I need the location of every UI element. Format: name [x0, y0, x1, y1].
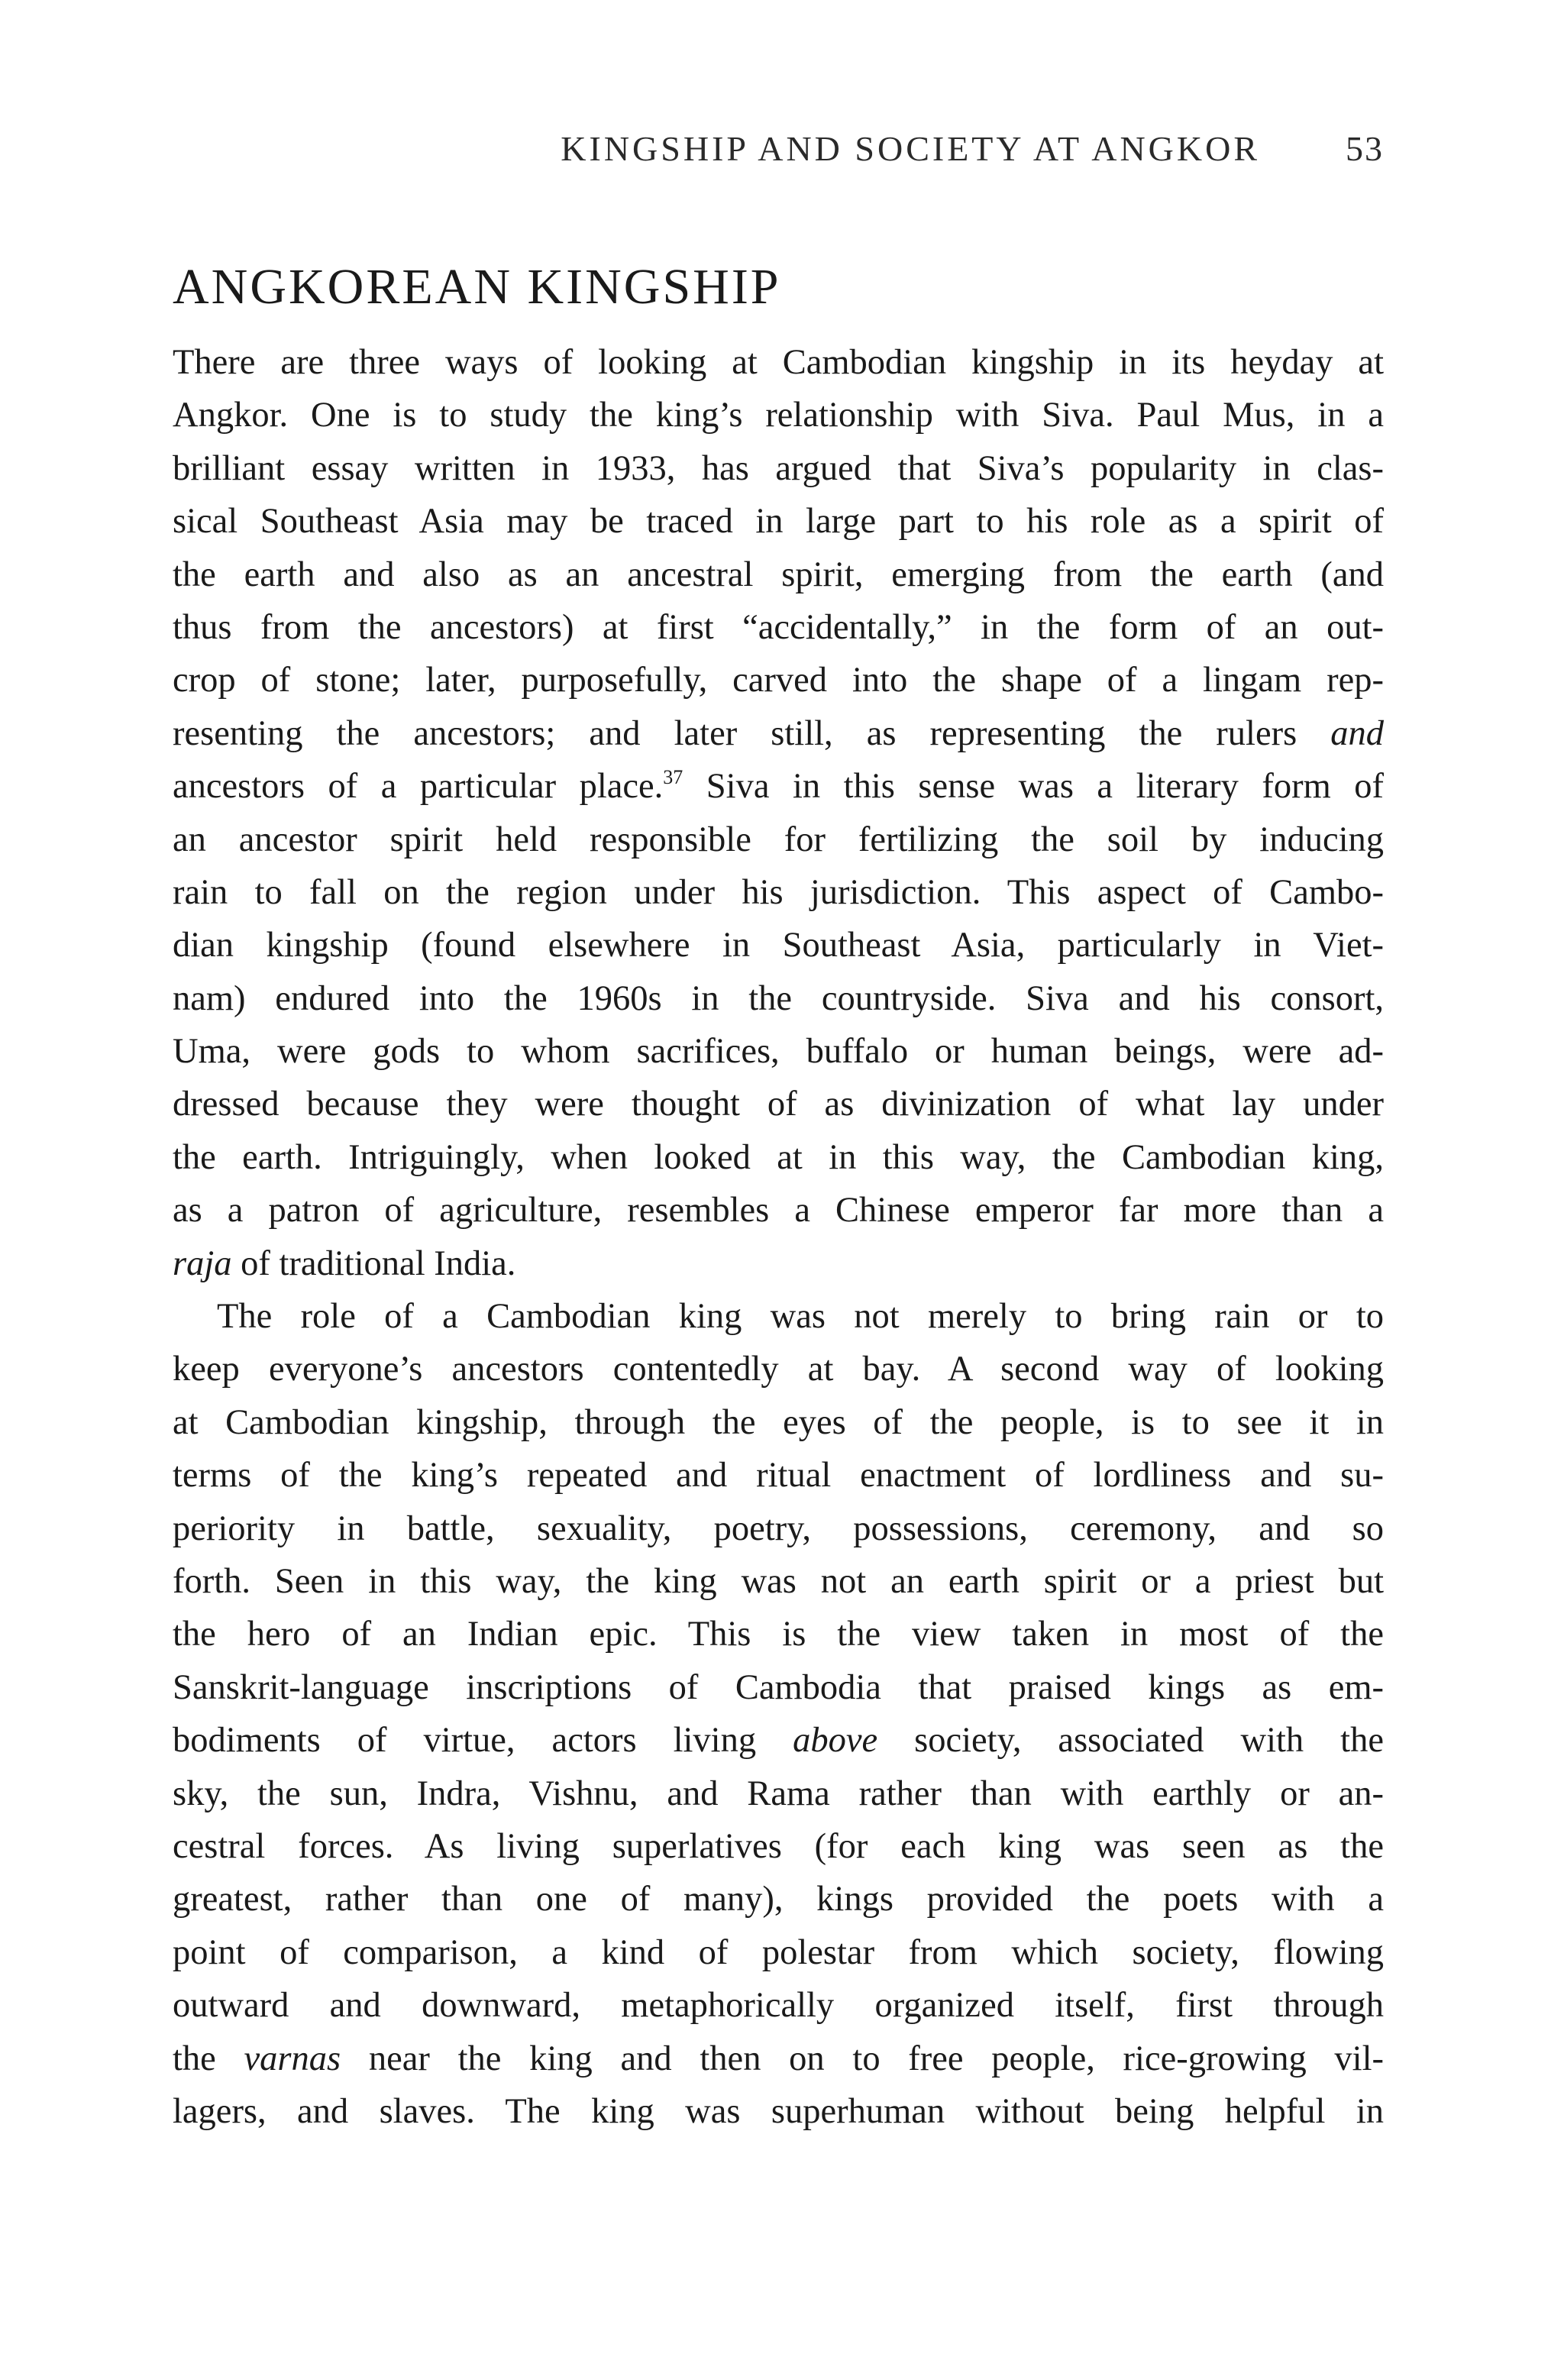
p2-line-9-text-a: bodiments of virtue, actors living — [173, 1721, 793, 1761]
p1-line-18-text: of traditional India. — [231, 1243, 516, 1283]
p1-line-8 — [173, 707, 1384, 760]
p1-line-16: the earth. Intriguingly, when looked at in this way, the Cambodian king, — [173, 1137, 1384, 1177]
p1-line-9-text-a: ancestors of a particular place. — [173, 767, 664, 807]
p1-line-1: There are three ways of looking at Cambodian kingship in its heyday at — [173, 343, 1384, 382]
p1-line-8-text: resenting the ancestors; and later still, as representing the rulers — [173, 713, 1297, 753]
p2-line-12: greatest, rather than one of many), kings provided the poets with a — [173, 1880, 1384, 1919]
p1-line-13: nam) endured into the 1960s in the countryside. Siva and his consort, — [173, 978, 1384, 1018]
p2-line-5: periority in battle, sexuality, poetry, possessions, ceremony, and so — [173, 1509, 1384, 1548]
p1-line-7: crop of stone; later, purposefully, carved into the shape of a lingam rep- — [173, 661, 1384, 700]
p2-line-15 — [173, 2032, 1384, 2085]
p2-line-1: The role of a Cambodian king was not merely to bring rain or to — [217, 1297, 1384, 1337]
p2-line-3: at Cambodian kingship, through the eyes of the people, is to see it in — [173, 1402, 1384, 1442]
p2-line-9 — [173, 1714, 1384, 1767]
p1-line-15: dressed because they were thought of as divinization of what lay under — [173, 1085, 1384, 1124]
p1-line-11: rain to fall on the region under his jurisdiction. This aspect of Cambo- — [173, 872, 1384, 912]
footnote-marker: 37 — [663, 766, 683, 789]
p1-line-18 — [173, 1237, 1384, 1290]
p2-line-9-text-b: society, associated with the — [877, 1721, 1384, 1761]
running-head — [173, 128, 1384, 174]
p2-line-13: point of comparison, a kind of polestar from which society, flowing — [173, 1932, 1384, 1972]
p1-line-6: thus from the ancestors) at first “accidentally,” in the form of an out- — [173, 607, 1384, 647]
p2-line-6: forth. Seen in this way, the king was not an earth spirit or a priest but — [173, 1561, 1384, 1601]
p1-line-18-italic: raja — [173, 1243, 232, 1283]
p2-line-2: keep everyone’s ancestors contentedly at bay. A second way of looking — [173, 1350, 1384, 1389]
p1-line-8-italic: and — [1330, 713, 1385, 753]
p2-line-4: terms of the king’s repeated and ritual enactment of lordliness and su- — [173, 1456, 1384, 1496]
body-text — [173, 336, 1384, 2138]
p1-line-3: brilliant essay written in 1933, has argued that Siva’s popularity in clas- — [173, 448, 1384, 488]
p2-line-15-italic: varnas — [244, 2039, 341, 2078]
p1-line-10: an ancestor spirit held responsible for fertilizing the soil by inducing — [173, 820, 1384, 859]
p1-line-2: Angkor. One is to study the king’s relationship with Siva. Paul Mus, in a — [173, 396, 1384, 435]
p2-line-14: outward and downward, metaphorically organized itself, first through — [173, 1986, 1384, 2026]
p1-line-17: as a patron of agriculture, resembles a Chinese emperor far more than a — [173, 1191, 1384, 1230]
p2-line-15-text-b: near the king and then on to free people, rice-growing vil- — [341, 2039, 1385, 2078]
page-number: 53 — [1346, 129, 1384, 168]
p2-line-16: lagers, and slaves. The king was superhuman without being helpful in — [173, 2091, 1384, 2131]
p2-line-7: the hero of an Indian epic. This is the view taken in most of the — [173, 1615, 1384, 1654]
p1-line-4: sical Southeast Asia may be traced in large part to his role as a spirit of — [173, 502, 1384, 542]
p2-line-15-text-a: the — [173, 2039, 244, 2078]
p2-line-8: Sanskrit-language inscriptions of Cambodia that praised kings as em- — [173, 1667, 1384, 1707]
running-head-title: KINGSHIP AND SOCIETY AT ANGKOR — [561, 129, 1260, 168]
p1-line-9 — [173, 760, 1384, 813]
p1-line-5: the earth and also as an ancestral spirit, emerging from the earth (and — [173, 555, 1384, 594]
p2-line-11: cestral forces. As living superlatives (for each king was seen as the — [173, 1826, 1384, 1866]
p2-line-10: sky, the sun, Indra, Vishnu, and Rama rather than with earthly or an- — [173, 1774, 1384, 1813]
section-heading: ANGKOREAN KINGSHIP — [173, 259, 781, 315]
p1-line-14: Uma, were gods to whom sacrifices, buffalo or human beings, were ad- — [173, 1032, 1384, 1072]
p2-line-9-italic: above — [793, 1721, 878, 1761]
p1-line-12: dian kingship (found elsewhere in Southeast Asia, particularly in Viet- — [173, 926, 1384, 965]
p1-line-9-text-b: Siva in this sense was a literary form of — [683, 767, 1384, 807]
